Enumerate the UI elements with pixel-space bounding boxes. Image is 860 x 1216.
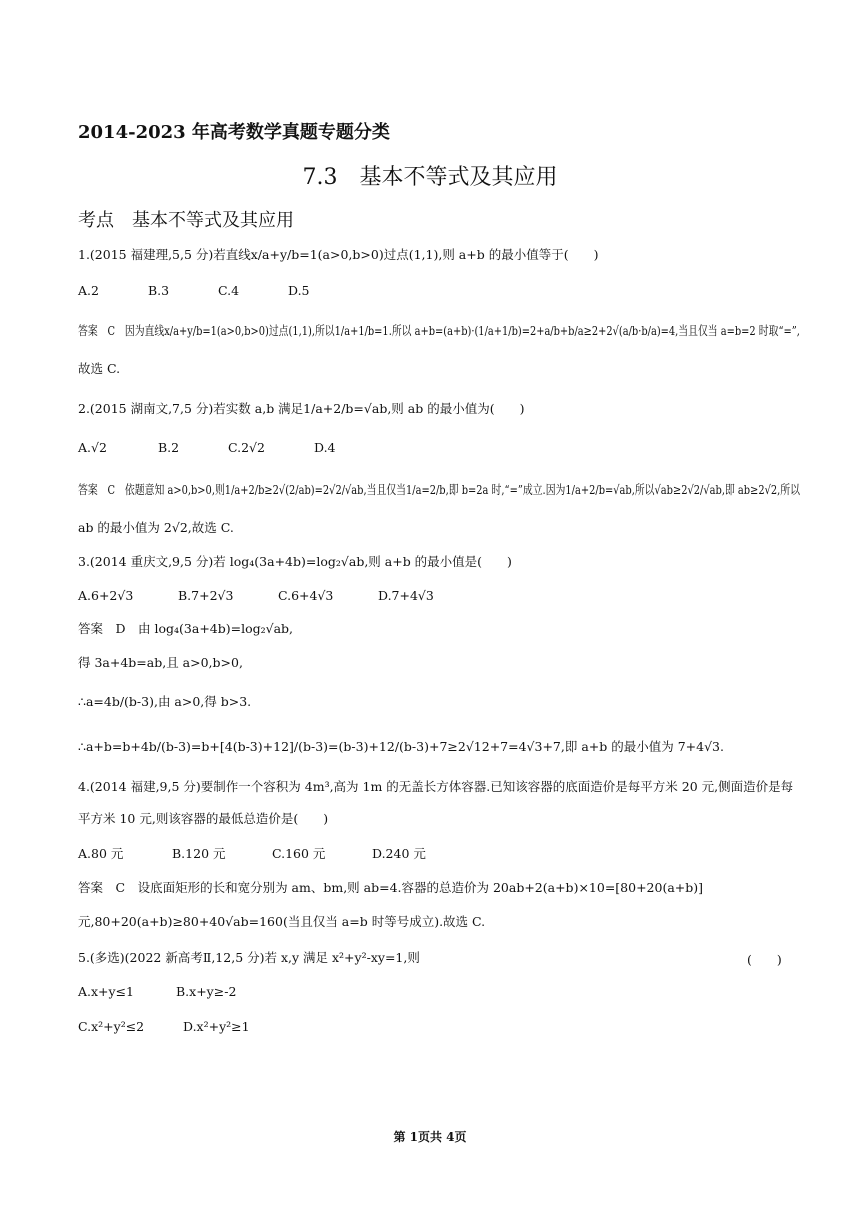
question-2-stem: 2.(2015 湖南文,7,5 分)若实数 a,b 满足1/a+2/b=√ab,则 ab 的最小值为( ) bbox=[78, 401, 525, 416]
question-1-answer-line-1: 答案 C 因为直线x/a+y/b=1(a>0,b>0)过点(1,1),所以1/a+1/b=1.所以 a+b=(a+b)·(1/a+1/b)=2+a/b+b/a≥2+2√(a/b·b/a)=4,当且仅当 a=b=2 时取“=”, bbox=[78, 323, 800, 338]
option-a: A.6+2√3 bbox=[78, 588, 134, 603]
question-5-stem: 5.(多选)(2022 新高考Ⅱ,12,5 分)若 x,y 满足 x²+y²-xy=1,则 bbox=[78, 950, 420, 965]
option-c: C.6+4√3 bbox=[278, 588, 334, 603]
option-d: D.240 元 bbox=[372, 846, 426, 861]
option-d: D.4 bbox=[314, 440, 336, 455]
question-4-stem-line-2: 平方米 10 元,则该容器的最低总造价是( ) bbox=[78, 811, 329, 826]
option-b: B.2 bbox=[158, 440, 180, 455]
option-c: C.4 bbox=[218, 283, 240, 298]
question-2-options bbox=[78, 440, 336, 456]
option-b: B.120 元 bbox=[172, 846, 226, 861]
option-b: B.3 bbox=[148, 283, 170, 298]
option-d: D.x²+y²≥1 bbox=[183, 1019, 250, 1034]
option-b: B.x+y≥-2 bbox=[176, 984, 237, 999]
option-c: C.2√2 bbox=[228, 440, 265, 455]
option-c: C.160 元 bbox=[272, 846, 326, 861]
option-a: A.x+y≤1 bbox=[78, 984, 135, 999]
chapter-title: 7.3 基本不等式及其应用 bbox=[302, 165, 558, 190]
question-5-options-row-1 bbox=[78, 984, 236, 1000]
section-heading: 考点 基本不等式及其应用 bbox=[78, 210, 294, 231]
document-header: 2014-2023 年高考数学真题专题分类 bbox=[78, 122, 390, 143]
option-a: A.√2 bbox=[78, 440, 107, 455]
question-3-answer-line-1: 答案 D 由 log₄(3a+4b)=log₂√ab, bbox=[78, 621, 294, 636]
question-2-answer-line-1: 答案 C 依题意知 a>0,b>0,则1/a+2/b≥2√(2/ab)=2√2/√ab,当且仅当1/a=2/b,即 b=2a 时,“=”成立.因为1/a+2/b=√ab,所以√ab≥2√2/√ab,即 ab≥2√2,所以 bbox=[78, 482, 801, 497]
option-b: B.7+2√3 bbox=[178, 588, 234, 603]
page-footer: 第 1页共 4页 bbox=[393, 1130, 467, 1144]
question-2-answer-line-2: ab 的最小值为 2√2,故选 C. bbox=[78, 520, 234, 535]
question-4-stem-line-1: 4.(2014 福建,9,5 分)要制作一个容积为 4m³,高为 1m 的无盖长方体容器.已知该容器的底面造价是每平方米 20 元,侧面造价是每 bbox=[78, 779, 794, 794]
question-3-answer-line-4: ∴a+b=b+4b/(b-3)=b+[4(b-3)+12]/(b-3)=(b-3)+12/(b-3)+7≥2√12+7=4√3+7,即 a+b 的最小值为 7+4√3. bbox=[78, 739, 724, 754]
question-4-answer-line-2: 元,80+20(a+b)≥80+40√ab=160(当且仅当 a=b 时等号成立).故选 C. bbox=[78, 914, 486, 929]
option-a: A.2 bbox=[78, 283, 99, 298]
question-4-answer-line-1: 答案 C 设底面矩形的长和宽分别为 am、bm,则 ab=4.容器的总造价为 20ab+2(a+b)×10=[80+20(a+b)] bbox=[78, 880, 704, 895]
option-d: D.7+4√3 bbox=[378, 588, 434, 603]
question-3-stem: 3.(2014 重庆文,9,5 分)若 log₄(3a+4b)=log₂√ab,则 a+b 的最小值是( ) bbox=[78, 554, 512, 569]
question-3-options bbox=[78, 588, 434, 604]
option-a: A.80 元 bbox=[78, 846, 124, 861]
question-1-stem: 1.(2015 福建理,5,5 分)若直线x/a+y/b=1(a>0,b>0)过点(1,1),则 a+b 的最小值等于( ) bbox=[78, 247, 599, 262]
option-d: D.5 bbox=[288, 283, 310, 298]
question-4-options bbox=[78, 846, 426, 862]
question-1-answer-line-2: 故选 C. bbox=[78, 361, 121, 376]
question-3-answer-line-2: 得 3a+4b=ab,且 a>0,b>0, bbox=[78, 655, 243, 670]
question-3-answer-line-3: ∴a=4b/(b-3),由 a>0,得 b>3. bbox=[78, 694, 252, 709]
option-c: C.x²+y²≤2 bbox=[78, 1019, 145, 1034]
answer-blank: ( ) bbox=[747, 952, 782, 967]
question-5-options-row-2 bbox=[78, 1019, 250, 1035]
question-1-options bbox=[78, 283, 310, 299]
